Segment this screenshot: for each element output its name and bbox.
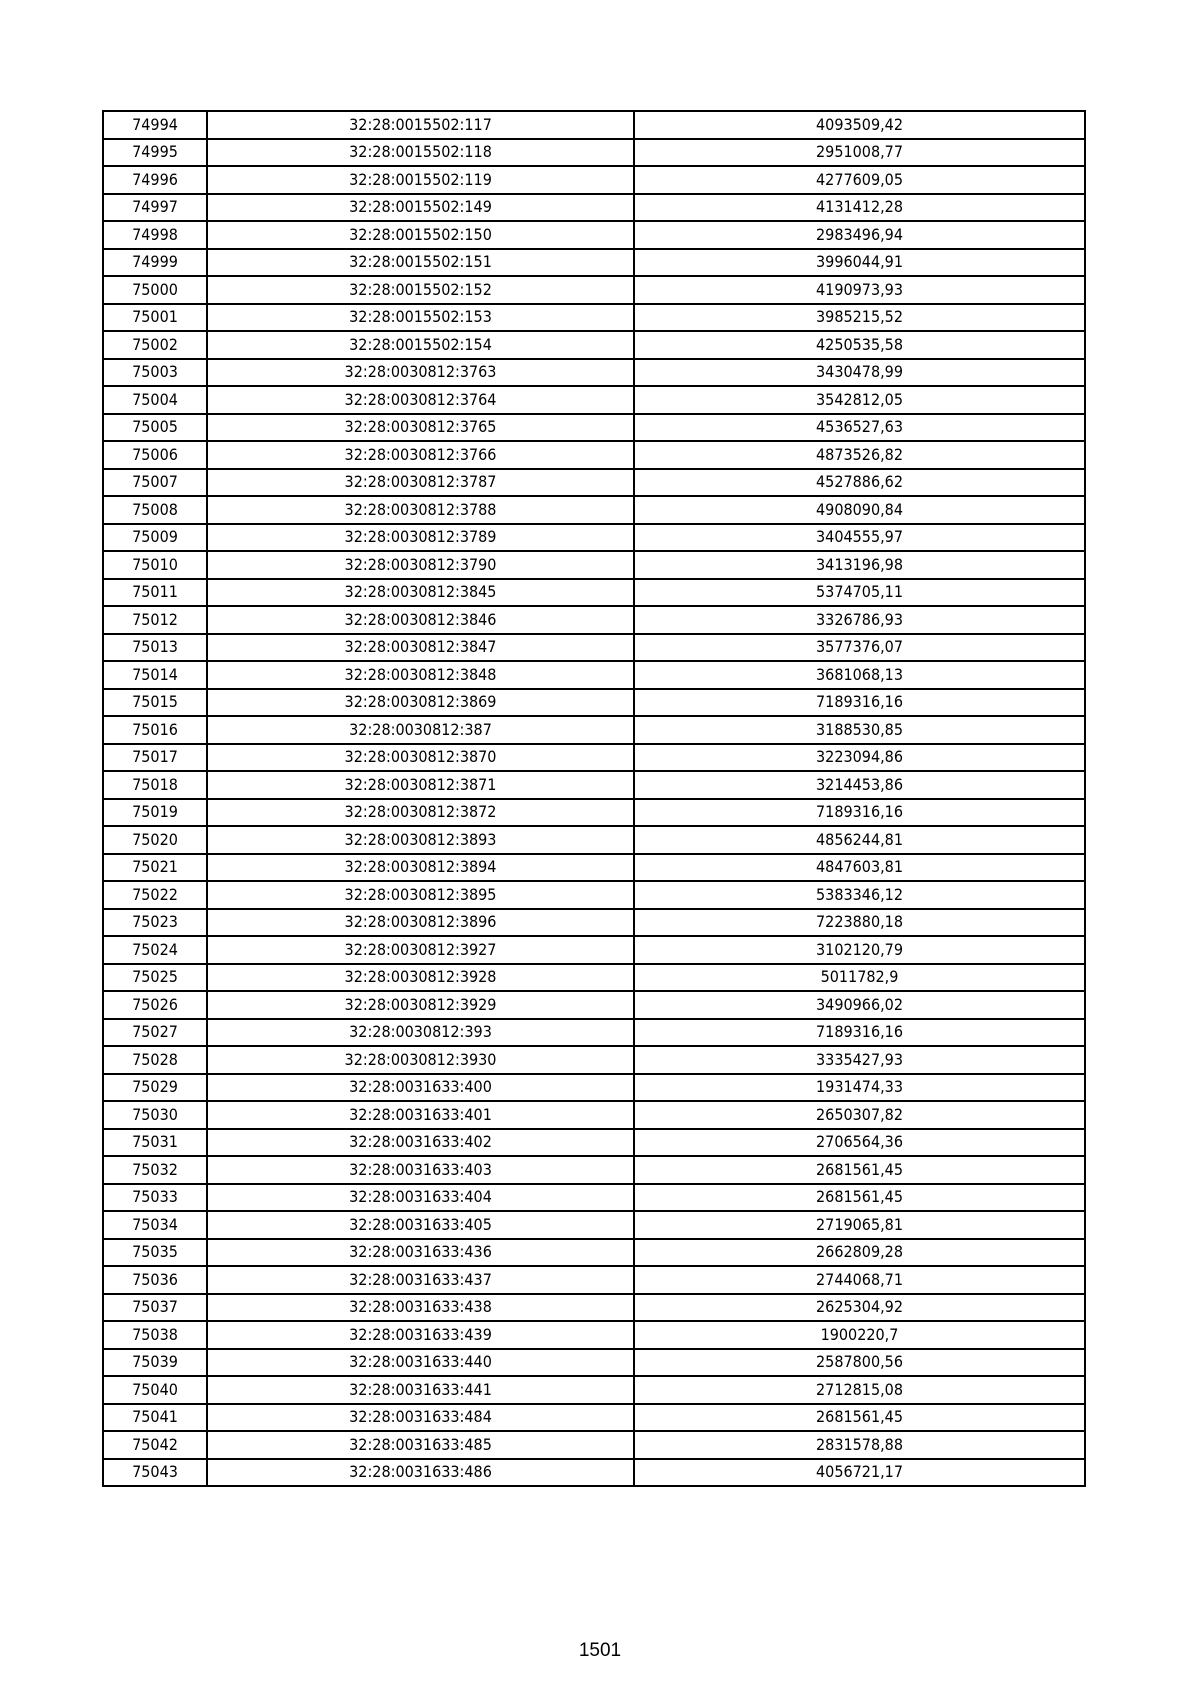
cadastral-value-table xyxy=(102,110,1086,1487)
row-number-cell: 75021 xyxy=(103,854,207,882)
table-row xyxy=(103,386,1085,414)
cadastral-number-cell: 32:28:0030812:3846 xyxy=(207,606,634,634)
cadastral-number-cell: 32:28:0015502:119 xyxy=(207,166,634,194)
cadastral-value-cell: 1931474,33 xyxy=(634,1074,1085,1102)
row-number-cell: 74998 xyxy=(103,221,207,249)
row-number-cell: 75042 xyxy=(103,1431,207,1459)
row-number-cell: 75008 xyxy=(103,496,207,524)
cadastral-number-cell: 32:28:0030812:3869 xyxy=(207,689,634,717)
row-number-cell: 75005 xyxy=(103,414,207,442)
row-number-cell: 75039 xyxy=(103,1349,207,1377)
cadastral-value-cell: 7189316,16 xyxy=(634,689,1085,717)
cadastral-number-cell: 32:28:0030812:3872 xyxy=(207,799,634,827)
table-row xyxy=(103,634,1085,662)
row-number-cell: 75043 xyxy=(103,1459,207,1487)
cadastral-value-cell: 2681561,45 xyxy=(634,1184,1085,1212)
cadastral-number-cell: 32:28:0031633:441 xyxy=(207,1376,634,1404)
row-number-cell: 74997 xyxy=(103,194,207,222)
row-number-cell: 75032 xyxy=(103,1156,207,1184)
cadastral-value-cell: 3681068,13 xyxy=(634,661,1085,689)
cadastral-number-cell: 32:28:0031633:440 xyxy=(207,1349,634,1377)
cadastral-number-cell: 32:28:0030812:3847 xyxy=(207,634,634,662)
table-row xyxy=(103,606,1085,634)
table-row xyxy=(103,194,1085,222)
cadastral-number-cell: 32:28:0031633:485 xyxy=(207,1431,634,1459)
cadastral-value-cell: 2681561,45 xyxy=(634,1404,1085,1432)
table-row xyxy=(103,496,1085,524)
cadastral-number-cell: 32:28:0030812:3870 xyxy=(207,744,634,772)
table-row xyxy=(103,1349,1085,1377)
row-number-cell: 75001 xyxy=(103,304,207,332)
cadastral-number-cell: 32:28:0015502:150 xyxy=(207,221,634,249)
row-number-cell: 75014 xyxy=(103,661,207,689)
table-row xyxy=(103,414,1085,442)
cadastral-number-cell: 32:28:0030812:3930 xyxy=(207,1046,634,1074)
cadastral-value-cell: 2744068,71 xyxy=(634,1266,1085,1294)
cadastral-number-cell: 32:28:0031633:405 xyxy=(207,1211,634,1239)
row-number-cell: 75017 xyxy=(103,744,207,772)
row-number-cell: 75012 xyxy=(103,606,207,634)
cadastral-number-cell: 32:28:0015502:154 xyxy=(207,331,634,359)
cadastral-number-cell: 32:28:0031633:403 xyxy=(207,1156,634,1184)
cadastral-number-cell: 32:28:0030812:3763 xyxy=(207,359,634,387)
cadastral-number-cell: 32:28:0030812:3928 xyxy=(207,964,634,992)
row-number-cell: 74999 xyxy=(103,249,207,277)
table-row xyxy=(103,1046,1085,1074)
row-number-cell: 75000 xyxy=(103,276,207,304)
cadastral-value-cell: 2831578,88 xyxy=(634,1431,1085,1459)
cadastral-number-cell: 32:28:0030812:3845 xyxy=(207,579,634,607)
cadastral-value-cell: 4847603,81 xyxy=(634,854,1085,882)
cadastral-value-cell: 2650307,82 xyxy=(634,1101,1085,1129)
row-number-cell: 75018 xyxy=(103,771,207,799)
cadastral-value-cell: 3214453,86 xyxy=(634,771,1085,799)
row-number-cell: 75040 xyxy=(103,1376,207,1404)
cadastral-number-cell: 32:28:0031633:436 xyxy=(207,1239,634,1267)
table-row xyxy=(103,991,1085,1019)
cadastral-value-cell: 2712815,08 xyxy=(634,1376,1085,1404)
table-row xyxy=(103,661,1085,689)
cadastral-value-cell: 5011782,9 xyxy=(634,964,1085,992)
row-number-cell: 75028 xyxy=(103,1046,207,1074)
cadastral-value-cell: 3996044,91 xyxy=(634,249,1085,277)
cadastral-number-cell: 32:28:0031633:484 xyxy=(207,1404,634,1432)
cadastral-number-cell: 32:28:0030812:3893 xyxy=(207,826,634,854)
row-number-cell: 75011 xyxy=(103,579,207,607)
table-row xyxy=(103,221,1085,249)
cadastral-number-cell: 32:28:0030812:393 xyxy=(207,1019,634,1047)
row-number-cell: 75004 xyxy=(103,386,207,414)
row-number-cell: 74996 xyxy=(103,166,207,194)
cadastral-number-cell: 32:28:0030812:3848 xyxy=(207,661,634,689)
row-number-cell: 75007 xyxy=(103,469,207,497)
table-row xyxy=(103,854,1085,882)
cadastral-value-cell: 2681561,45 xyxy=(634,1156,1085,1184)
row-number-cell: 75013 xyxy=(103,634,207,662)
table-row xyxy=(103,771,1085,799)
cadastral-number-cell: 32:28:0015502:117 xyxy=(207,111,634,139)
row-number-cell: 75036 xyxy=(103,1266,207,1294)
cadastral-value-cell: 3404555,97 xyxy=(634,524,1085,552)
cadastral-number-cell: 32:28:0030812:3788 xyxy=(207,496,634,524)
row-number-cell: 75016 xyxy=(103,716,207,744)
cadastral-number-cell: 32:28:0031633:400 xyxy=(207,1074,634,1102)
cadastral-value-cell: 2662809,28 xyxy=(634,1239,1085,1267)
cadastral-number-cell: 32:28:0015502:149 xyxy=(207,194,634,222)
cadastral-number-cell: 32:28:0030812:3764 xyxy=(207,386,634,414)
cadastral-number-cell: 32:28:0030812:3787 xyxy=(207,469,634,497)
cadastral-number-cell: 32:28:0031633:402 xyxy=(207,1129,634,1157)
cadastral-value-cell: 3542812,05 xyxy=(634,386,1085,414)
row-number-cell: 75003 xyxy=(103,359,207,387)
table-row xyxy=(103,1019,1085,1047)
cadastral-number-cell: 32:28:0030812:3871 xyxy=(207,771,634,799)
table-row xyxy=(103,826,1085,854)
table-row xyxy=(103,1404,1085,1432)
cadastral-value-cell: 7189316,16 xyxy=(634,1019,1085,1047)
cadastral-value-cell: 4908090,84 xyxy=(634,496,1085,524)
table-row xyxy=(103,799,1085,827)
cadastral-value-cell: 3223094,86 xyxy=(634,744,1085,772)
cadastral-value-cell: 2951008,77 xyxy=(634,139,1085,167)
table-row xyxy=(103,716,1085,744)
table-body xyxy=(103,111,1085,1486)
row-number-cell: 75026 xyxy=(103,991,207,1019)
table-row xyxy=(103,249,1085,277)
cadastral-value-cell: 4190973,93 xyxy=(634,276,1085,304)
cadastral-value-cell: 2587800,56 xyxy=(634,1349,1085,1377)
row-number-cell: 75023 xyxy=(103,909,207,937)
row-number-cell: 75033 xyxy=(103,1184,207,1212)
cadastral-value-cell: 4856244,81 xyxy=(634,826,1085,854)
cadastral-value-cell: 4131412,28 xyxy=(634,194,1085,222)
cadastral-value-cell: 4277609,05 xyxy=(634,166,1085,194)
table-row xyxy=(103,1129,1085,1157)
table-row xyxy=(103,1074,1085,1102)
cadastral-number-cell: 32:28:0030812:3929 xyxy=(207,991,634,1019)
cadastral-value-cell: 4873526,82 xyxy=(634,441,1085,469)
cadastral-number-cell: 32:28:0030812:387 xyxy=(207,716,634,744)
cadastral-value-cell: 3985215,52 xyxy=(634,304,1085,332)
cadastral-number-cell: 32:28:0015502:153 xyxy=(207,304,634,332)
cadastral-number-cell: 32:28:0030812:3765 xyxy=(207,414,634,442)
table-row xyxy=(103,111,1085,139)
cadastral-number-cell: 32:28:0015502:151 xyxy=(207,249,634,277)
cadastral-number-cell: 32:28:0031633:437 xyxy=(207,1266,634,1294)
cadastral-value-cell: 4536527,63 xyxy=(634,414,1085,442)
row-number-cell: 75010 xyxy=(103,551,207,579)
table-row xyxy=(103,469,1085,497)
table-row xyxy=(103,1321,1085,1349)
row-number-cell: 75015 xyxy=(103,689,207,717)
table-row xyxy=(103,964,1085,992)
row-number-cell: 75027 xyxy=(103,1019,207,1047)
row-number-cell: 75029 xyxy=(103,1074,207,1102)
row-number-cell: 75041 xyxy=(103,1404,207,1432)
cadastral-number-cell: 32:28:0030812:3894 xyxy=(207,854,634,882)
table-row xyxy=(103,331,1085,359)
cadastral-number-cell: 32:28:0030812:3896 xyxy=(207,909,634,937)
table-row xyxy=(103,909,1085,937)
cadastral-value-cell: 3490966,02 xyxy=(634,991,1085,1019)
row-number-cell: 74995 xyxy=(103,139,207,167)
table-row xyxy=(103,689,1085,717)
table-row xyxy=(103,359,1085,387)
page-number: 1501 xyxy=(578,1640,622,1661)
row-number-cell: 75024 xyxy=(103,936,207,964)
cadastral-value-cell: 3326786,93 xyxy=(634,606,1085,634)
cadastral-value-cell: 2983496,94 xyxy=(634,221,1085,249)
cadastral-value-cell: 2625304,92 xyxy=(634,1294,1085,1322)
cadastral-value-cell: 7223880,18 xyxy=(634,909,1085,937)
table-row xyxy=(103,166,1085,194)
cadastral-value-cell: 3335427,93 xyxy=(634,1046,1085,1074)
row-number-cell: 75034 xyxy=(103,1211,207,1239)
cadastral-number-cell: 32:28:0015502:118 xyxy=(207,139,634,167)
table-row xyxy=(103,1184,1085,1212)
row-number-cell: 75038 xyxy=(103,1321,207,1349)
cadastral-number-cell: 32:28:0030812:3927 xyxy=(207,936,634,964)
cadastral-number-cell: 32:28:0030812:3789 xyxy=(207,524,634,552)
cadastral-value-cell: 5374705,11 xyxy=(634,579,1085,607)
cadastral-number-cell: 32:28:0030812:3895 xyxy=(207,881,634,909)
table-row xyxy=(103,1459,1085,1487)
cadastral-value-cell: 1900220,7 xyxy=(634,1321,1085,1349)
cadastral-value-cell: 3188530,85 xyxy=(634,716,1085,744)
table-row xyxy=(103,304,1085,332)
cadastral-value-cell: 3430478,99 xyxy=(634,359,1085,387)
table-row xyxy=(103,1294,1085,1322)
table-row xyxy=(103,1266,1085,1294)
cadastral-number-cell: 32:28:0031633:486 xyxy=(207,1459,634,1487)
table-row xyxy=(103,524,1085,552)
cadastral-number-cell: 32:28:0031633:404 xyxy=(207,1184,634,1212)
cadastral-value-cell: 3413196,98 xyxy=(634,551,1085,579)
row-number-cell: 75009 xyxy=(103,524,207,552)
cadastral-value-cell: 4250535,58 xyxy=(634,331,1085,359)
table-row xyxy=(103,1431,1085,1459)
row-number-cell: 75025 xyxy=(103,964,207,992)
table-row xyxy=(103,579,1085,607)
cadastral-number-cell: 32:28:0031633:438 xyxy=(207,1294,634,1322)
table-row xyxy=(103,744,1085,772)
table-row xyxy=(103,1101,1085,1129)
table-row xyxy=(103,551,1085,579)
table-row xyxy=(103,1239,1085,1267)
cadastral-value-cell: 2706564,36 xyxy=(634,1129,1085,1157)
table-row xyxy=(103,276,1085,304)
cadastral-value-cell: 5383346,12 xyxy=(634,881,1085,909)
table-row xyxy=(103,1156,1085,1184)
cadastral-value-cell: 3577376,07 xyxy=(634,634,1085,662)
cadastral-number-cell: 32:28:0031633:439 xyxy=(207,1321,634,1349)
row-number-cell: 75022 xyxy=(103,881,207,909)
row-number-cell: 75002 xyxy=(103,331,207,359)
cadastral-value-cell: 4056721,17 xyxy=(634,1459,1085,1487)
table-row xyxy=(103,881,1085,909)
row-number-cell: 75020 xyxy=(103,826,207,854)
row-number-cell: 75035 xyxy=(103,1239,207,1267)
table-row xyxy=(103,1211,1085,1239)
table-row xyxy=(103,441,1085,469)
row-number-cell: 75031 xyxy=(103,1129,207,1157)
row-number-cell: 75037 xyxy=(103,1294,207,1322)
cadastral-number-cell: 32:28:0030812:3766 xyxy=(207,441,634,469)
cadastral-value-cell: 3102120,79 xyxy=(634,936,1085,964)
table-row xyxy=(103,1376,1085,1404)
table-row xyxy=(103,936,1085,964)
row-number-cell: 75030 xyxy=(103,1101,207,1129)
row-number-cell: 75019 xyxy=(103,799,207,827)
cadastral-number-cell: 32:28:0031633:401 xyxy=(207,1101,634,1129)
row-number-cell: 74994 xyxy=(103,111,207,139)
cadastral-value-cell: 4093509,42 xyxy=(634,111,1085,139)
cadastral-number-cell: 32:28:0015502:152 xyxy=(207,276,634,304)
cadastral-value-cell: 4527886,62 xyxy=(634,469,1085,497)
table-row xyxy=(103,139,1085,167)
row-number-cell: 75006 xyxy=(103,441,207,469)
cadastral-number-cell: 32:28:0030812:3790 xyxy=(207,551,634,579)
cadastral-value-cell: 2719065,81 xyxy=(634,1211,1085,1239)
cadastral-value-cell: 7189316,16 xyxy=(634,799,1085,827)
